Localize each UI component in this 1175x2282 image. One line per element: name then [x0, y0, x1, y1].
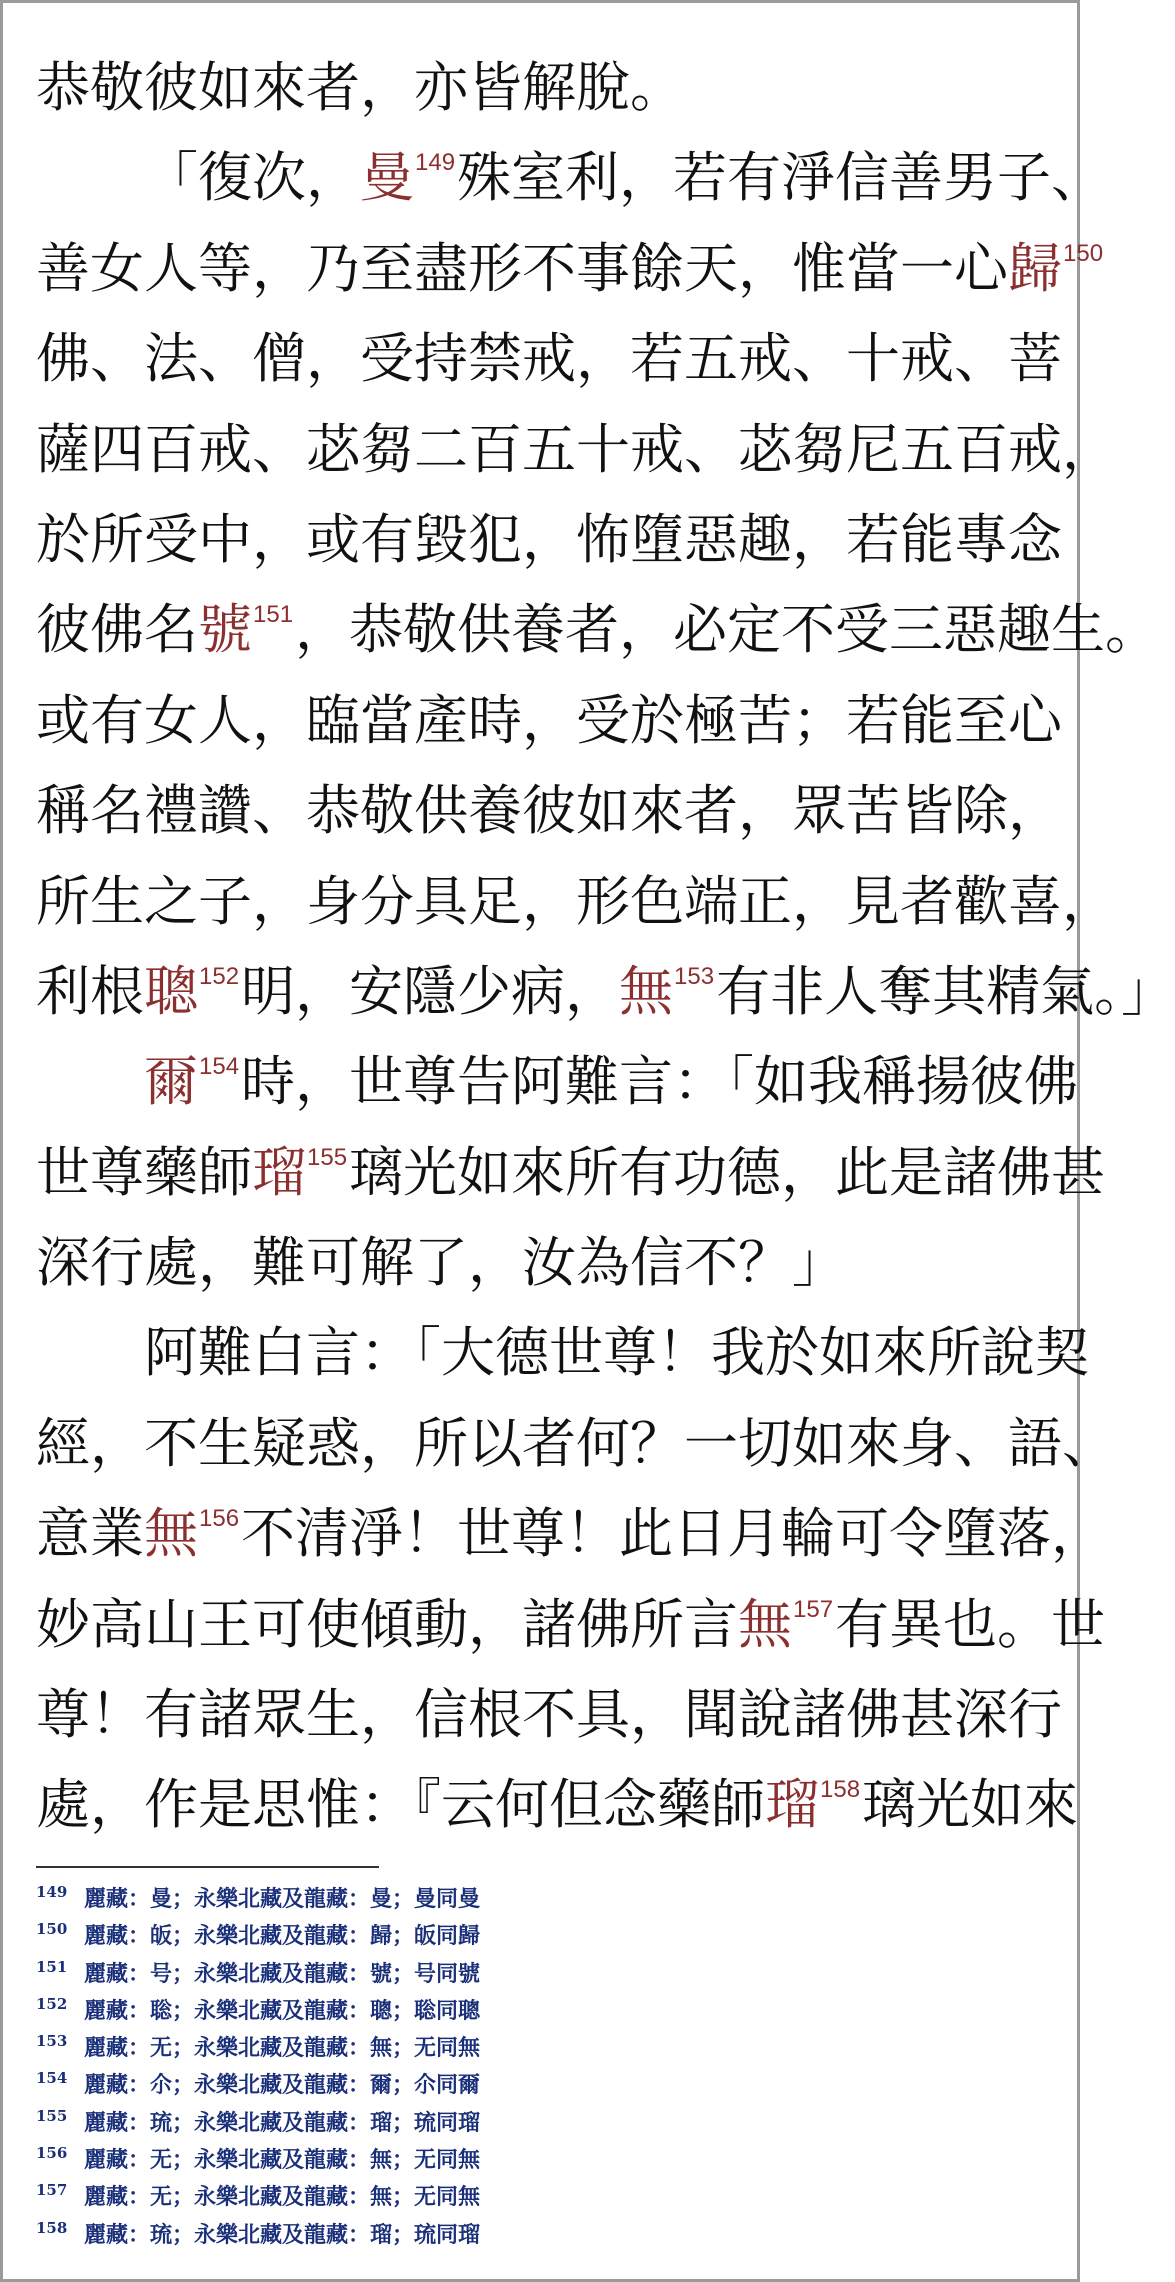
footnote-text: 麗藏：琉；永樂北藏及龍藏：瑠；琉同瑠: [84, 2221, 481, 2248]
sutra-text-body: [36, 43, 1175, 1851]
footnote-text: 麗藏：无；永樂北藏及龍藏：無；无同無: [84, 2184, 481, 2211]
footnote-number: 153: [36, 2032, 68, 2051]
text-line: [36, 1218, 1054, 1308]
footnote-item: [36, 1956, 736, 1993]
text-line: [36, 43, 1054, 133]
text-segment: 稱名禮讚、恭敬供養彼如來者，眾苦皆除，: [36, 779, 1062, 843]
text-line: [36, 1308, 1089, 1398]
text-line: [36, 1399, 1116, 1489]
footnote-item: [36, 1993, 736, 2030]
text-segment: 不清淨！世尊！此日月輪可令墮落，: [241, 1502, 1106, 1566]
footnote-item: [36, 2142, 736, 2179]
footnote-marker[interactable]: 158: [820, 1776, 861, 1804]
text-segment: 佛、法、僧，受持禁戒，若五戒、十戒、菩: [36, 327, 1062, 391]
text-line: [36, 1580, 1106, 1670]
variant-character: 瑠: [252, 1140, 306, 1204]
footnote-marker[interactable]: 151: [253, 601, 294, 629]
footnote-marker[interactable]: 154: [199, 1053, 240, 1081]
footnote-text: 麗藏：聡；永樂北藏及龍藏：聰；聡同聰: [84, 1997, 481, 2024]
variant-character: 無: [738, 1592, 792, 1656]
variant-character: 瑠: [765, 1773, 819, 1837]
text-segment: 或有女人，臨當產時，受於極苦；若能至心: [36, 688, 1062, 752]
text-segment: 璃光如來所有功德，此是諸佛甚: [349, 1140, 1106, 1204]
text-segment: 處，作是思惟：『云何但念藥師: [36, 1773, 765, 1837]
footnote-separator: [36, 1866, 379, 1868]
text-segment: 有非人奪其精氣。」: [716, 959, 1175, 1023]
text-line: [36, 133, 1106, 223]
text-segment: 璃光如來: [862, 1773, 1079, 1837]
text-line: [36, 1128, 1106, 1218]
text-line: [36, 1489, 1106, 1579]
text-segment: 殊室利，若有淨信善男子、: [457, 146, 1106, 210]
text-line: [36, 314, 1062, 404]
footnote-marker[interactable]: 149: [415, 149, 456, 177]
footnote-text: 麗藏：曼；永樂北藏及龍藏：曼；曼同曼: [84, 1886, 481, 1912]
footnote-number: 155: [36, 2106, 68, 2125]
footnote-list: [36, 1881, 736, 2254]
footnote-item: [36, 2067, 736, 2104]
footnote-text: 麗藏：琉；永樂北藏及龍藏：瑠；琉同瑠: [84, 2109, 481, 2136]
text-line: [36, 766, 1062, 856]
text-line: [36, 405, 1116, 495]
footnote-number: 150: [36, 1920, 68, 1939]
footnote-text: 麗藏：无；永樂北藏及龍藏：無；无同無: [84, 2147, 481, 2174]
variant-character: 無: [144, 1502, 198, 1566]
text-segment: 明，安隱少病，: [241, 959, 620, 1023]
footnote-number: 157: [36, 2181, 68, 2200]
text-segment: 世尊藥師: [36, 1140, 252, 1204]
text-line: [36, 1760, 1079, 1850]
text-segment: 彼佛名: [36, 598, 198, 662]
text-segment: 薩四百戒、苾芻二百五十戒、苾芻尼五百戒，: [36, 417, 1116, 481]
text-segment: 善女人等，乃至盡形不事餘天，惟當一心: [36, 236, 1008, 300]
footnote-marker[interactable]: 153: [674, 962, 715, 990]
text-segment: 利根: [36, 959, 144, 1023]
text-segment: 恭敬彼如來者，亦皆解脫。: [36, 56, 684, 119]
footnote-text: 麗藏：号；永樂北藏及龍藏：號；号同號: [84, 1960, 481, 1987]
footnote-marker[interactable]: 155: [307, 1143, 348, 1171]
text-line: [36, 857, 1116, 947]
footnote-item: [36, 1881, 736, 1918]
footnote-number: 149: [36, 1883, 68, 1901]
text-line: [36, 224, 1104, 314]
text-segment: 深行處，難可解了，汝為信不？」: [36, 1231, 846, 1295]
footnote-number: 152: [36, 1994, 68, 2013]
text-segment: 有異也。世: [835, 1592, 1106, 1656]
footnote-item: [36, 2179, 736, 2216]
text-segment: 意業: [36, 1502, 144, 1566]
footnote-item: [36, 2105, 736, 2142]
variant-character: 曼: [360, 146, 414, 210]
footnote-item: [36, 2030, 736, 2067]
text-segment: 妙高山王可使傾動，諸佛所言: [36, 1592, 738, 1656]
text-segment: 阿難白言：「大德世尊！我於如來所說契: [144, 1321, 1089, 1385]
text-line: [36, 495, 1062, 585]
variant-character: 歸: [1008, 236, 1062, 300]
footnote-marker[interactable]: 156: [199, 1505, 240, 1533]
text-line: [36, 676, 1062, 766]
text-line: [36, 585, 1160, 675]
footnote-item: [36, 1918, 736, 1955]
text-segment: 「復次，: [144, 146, 360, 210]
footnote-marker[interactable]: 150: [1063, 239, 1104, 267]
variant-character: 無: [619, 959, 674, 1023]
text-line: [36, 1670, 1062, 1760]
footnote-text: 麗藏：皈；永樂北藏及龍藏：歸；皈同歸: [84, 1923, 481, 1950]
text-segment: 尊！有諸眾生，信根不具，聞說諸佛甚深行: [36, 1683, 1062, 1747]
text-segment: 時，世尊告阿難言：「如我稱揚彼佛: [241, 1050, 1079, 1114]
footnote-marker[interactable]: 157: [793, 1595, 834, 1623]
footnote-text: 麗藏：尒；永樂北藏及龍藏：爾；尒同爾: [84, 2072, 481, 2099]
footnote-marker[interactable]: 152: [199, 962, 240, 990]
variant-character: 聰: [144, 959, 198, 1023]
footnote-number: 151: [36, 1957, 68, 1976]
footnote-number: 158: [36, 2218, 68, 2237]
footnote-text: 麗藏：无；永樂北藏及龍藏：無；无同無: [84, 2035, 481, 2062]
text-line: [36, 1037, 1079, 1127]
text-segment: 於所受中，或有毀犯，怖墮惡趣，若能專念: [36, 507, 1062, 571]
variant-character: 號: [198, 598, 252, 662]
footnote-number: 156: [36, 2144, 68, 2163]
text-line: [36, 947, 1175, 1037]
footnote-item: [36, 2217, 736, 2254]
text-segment: ，恭敬供養者，必定不受三惡趣生。: [295, 598, 1160, 662]
footnote-number: 154: [36, 2069, 68, 2088]
text-segment: 經，不生疑惑，所以者何？一切如來身、語、: [36, 1411, 1116, 1475]
variant-character: 爾: [144, 1050, 198, 1114]
text-segment: 所生之子，身分具足，形色端正，見者歡喜，: [36, 869, 1116, 933]
